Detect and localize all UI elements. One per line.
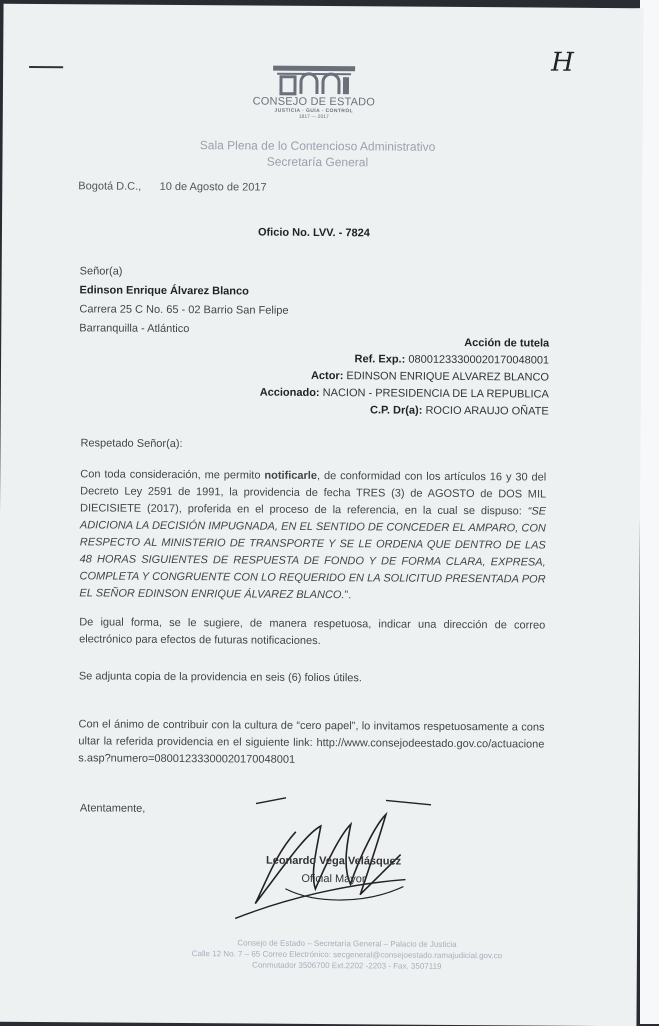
logo-years: 1817 — 2017 [298, 113, 329, 121]
letter-footer [147, 937, 547, 973]
footer-line1: Consejo de Estado – Secretaría General – Palacio de Justicia [237, 938, 457, 949]
corner-dash [29, 66, 63, 68]
addressee-name: Edinson Enrique Álvarez Blanco [79, 284, 249, 298]
reference-label: C.P. Dr(a): [369, 404, 423, 417]
reference-value: NACION - PRESIDENCIA DE LA REPUBLICA [322, 387, 549, 401]
reference-label: Ref. Exp.: [354, 353, 406, 366]
reference-value: 08001233300020170048001 [408, 353, 550, 367]
oficio-number: Oficio No. LVV. - 7824 [257, 226, 370, 240]
reference-row [260, 368, 549, 387]
paragraph-bold: notificarle [264, 469, 318, 482]
greeting: Respetado Señor(a): [80, 437, 183, 451]
letter-page [0, 4, 644, 1026]
reference-title: Acción de tutela [464, 337, 550, 350]
reference-value: EDINSON ENRIQUE ALVAREZ BLANCO [346, 370, 550, 384]
consejo-logo [251, 62, 377, 121]
body-paragraph-2: De igual forma, se le sugiere, de manera respetuosa, indicar una dirección de correo electrónico para efectos de futuras notificaciones. [79, 616, 546, 648]
department-header [152, 137, 482, 171]
logo-name: CONSEJO DE ESTADO [252, 95, 376, 109]
addressee-block [79, 262, 289, 339]
logo-motto: JUSTICIA · GUÍA · CONTROL [274, 107, 354, 115]
closing: Atentamente, [79, 802, 146, 815]
footer-line2: Calle 12 No. 7 – 65 Correo Electrónico: secgeneral@consejoestado.ramajudicial.gov.co [191, 949, 503, 961]
paragraph-text: , de conformidad con los artículos 16 y 30 del Decreto Ley 2591 de 1991, la providencia de fecha TRES (3) de AGOSTO de DOS MIL DIECISIETE (2017), proferida en el proceso de la referencia, en la cual se dispuso: [79, 469, 547, 518]
addressee-city: Barranquilla - Atlántico [79, 322, 190, 336]
reference-value: ROCIO ARAUJO OÑATE [425, 404, 549, 418]
salutation-label: Señor(a) [79, 265, 123, 278]
reference-row [260, 402, 549, 421]
paragraph-text: ”. [344, 589, 352, 602]
signer-title: Oficial Mayor [301, 872, 366, 886]
addressee-address: Carrera 25 C No. 65 - 02 Barrio San Felipe [79, 303, 289, 317]
handwritten-corner-mark: H [551, 47, 574, 78]
signer-block [253, 852, 413, 889]
signer-name: Leonardo Vega Velásquez [265, 854, 402, 868]
department-line2: Secretaría General [266, 154, 369, 170]
letter-date: Bogotá D.C., 10 de Agosto de 2017 [78, 180, 267, 194]
background-edge [640, 0, 659, 1024]
body-paragraph-3: Se adjunta copia de la providencia en seis (6) folios útiles. [78, 670, 363, 685]
body-paragraph-4: Con el ánimo de contribuir con la cultura de “cero papel”, lo invitamos respetuosamente a consultar la referida providencia en el siguiente link: http://www.consejodeestado.gov.co/actuaciones.asp?numero=08001233300020170048001 [78, 718, 545, 766]
reference-label: Actor: [310, 369, 344, 383]
reference-block [260, 334, 550, 421]
building-icon [269, 62, 359, 97]
footer-line3: Conmutador 3506700 Ext.2202 -2203 - Fax. 3507119 [252, 960, 442, 971]
reference-row [260, 385, 549, 404]
reference-label: Accionado: [259, 386, 320, 399]
body-paragraph-1 [79, 466, 546, 605]
quoted-decision: “SE ADICIONA LA DECISIÓN IMPUGNADA, EN EL SENTIDO DE CONCEDER EL AMPARO, CON RESPECTO AL MINISTERIO DE TRANSPORTE Y SE LE ORDENA QUE DENTRO DE LAS 48 HORAS SIGUIENTES DE RESPUESTA DE FONDO Y DE FORMA CLARA, EXPRESA, COMPLETA Y CONGRUENTE CON LO REQUERIDO EN LA SOLICITUD PRESENTADA POR EL SEÑOR EDINSON ENRIQUE ÁLVAREZ BLANCO. [79, 505, 547, 602]
reference-row [260, 351, 549, 370]
paragraph-text: Con toda consideración, me permito [80, 468, 265, 482]
department-line1: Sala Plena de lo Contencioso Administrativo [199, 138, 436, 154]
